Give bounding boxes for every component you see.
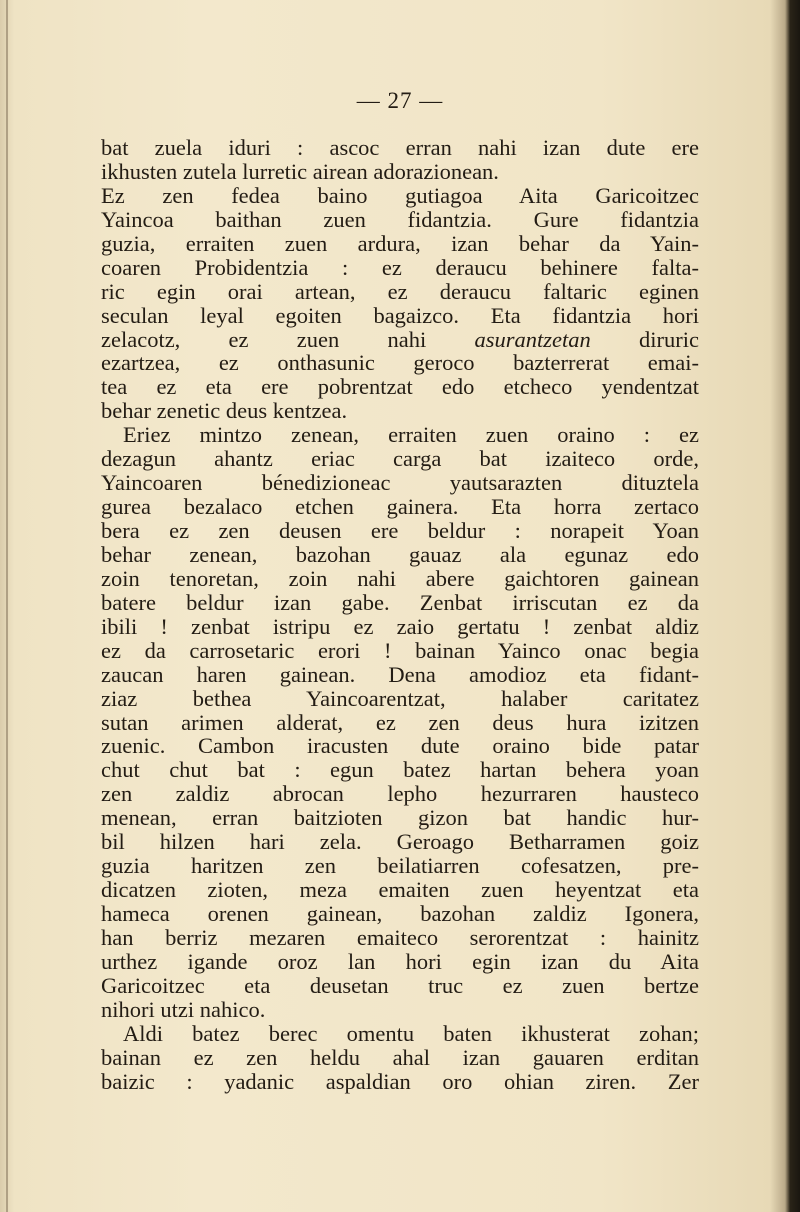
text-line: [101, 136, 699, 160]
text-line: [101, 375, 699, 399]
text-line: [101, 711, 699, 735]
text-line: [101, 495, 699, 519]
line-text: behar zenean, bazohan gauaz ala egunaz edo: [101, 541, 699, 567]
italic-text: asurantzetan: [474, 326, 591, 352]
line-text: zaucan haren gainean. Dena amodioz eta fidant-: [101, 661, 699, 687]
line-text: bainan ez zen heldu ahal izan gauaren erditan: [101, 1044, 699, 1070]
line-text: sutan arimen alderat, ez zen deus hura izitzen: [101, 709, 699, 735]
line-text: seculan leyal egoiten bagaizco. Eta fidantzia hori: [101, 302, 699, 328]
line-text: ikhusten zutela lurretic airean adorazionean.: [101, 158, 499, 184]
line-text: nihori utzi nahico.: [101, 996, 266, 1022]
text-line: [101, 471, 699, 495]
text-line: [101, 328, 699, 352]
line-text: bil hilzen hari zela. Geroago Betharramen goiz: [101, 829, 699, 855]
body-text: [101, 136, 699, 1094]
line-text: diruric: [590, 326, 699, 352]
text-line: [101, 734, 699, 758]
line-text: ric egin orai artean, ez deraucu faltaric eginen: [101, 278, 699, 304]
text-line: [101, 280, 699, 304]
text-line: [101, 758, 699, 782]
line-text: ibili ! zenbat istripu ez zaio gertatu ! zenbat aldiz: [101, 613, 699, 639]
text-line: [101, 1046, 699, 1070]
line-text: zuenic. Cambon iracusten dute oraino bide patar: [101, 733, 699, 759]
line-text: tea ez eta ere pobrentzat edo etcheco yendentzat: [101, 374, 699, 400]
line-text: Ez zen fedea baino gutiagoa Aita Garicoitzec: [101, 182, 699, 208]
line-text: zoin tenoretan, zoin nahi abere gaichtoren gainean: [101, 565, 699, 591]
text-line: [101, 232, 699, 256]
text-line: [101, 1022, 699, 1046]
text-line: [101, 806, 699, 830]
text-line: [101, 830, 699, 854]
line-text: batere beldur izan gabe. Zenbat irriscutan ez da: [101, 589, 699, 615]
line-text: Garicoitzec eta deusetan truc ez zuen bertze: [101, 972, 699, 998]
text-line: [101, 351, 699, 375]
line-text: chut chut bat : egun batez hartan behera yoan: [101, 757, 699, 783]
line-text: zelacotz, ez zuen nahi: [101, 326, 475, 352]
line-text: guzia, erraiten zuen ardura, izan behar da Yain-: [101, 230, 699, 256]
line-text: guzia haritzen zen beilatiarren cofesatzen, pre-: [101, 853, 699, 879]
line-text: baizic : yadanic aspaldian oro ohian ziren. Zer: [101, 1068, 699, 1094]
text-line: [101, 878, 699, 902]
text-line: [101, 1070, 699, 1094]
text-line: [101, 639, 699, 663]
page-edge: [6, 0, 8, 1212]
text-line: [101, 208, 699, 232]
text-line: [101, 256, 699, 280]
text-line: [101, 399, 699, 423]
line-text: coaren Probidentzia : ez deraucu behinere falta-: [101, 254, 699, 280]
line-text: ezartzea, ez onthasunic geroco bazterrerat emai-: [101, 350, 699, 376]
text-line: [101, 782, 699, 806]
text-line: [101, 304, 699, 328]
text-line: [101, 160, 699, 184]
line-text: menean, erran baitzioten gizon bat handic hur-: [101, 805, 699, 831]
text-line: [101, 519, 699, 543]
text-line: [101, 567, 699, 591]
text-line: [101, 950, 699, 974]
text-line: [101, 902, 699, 926]
line-text: ez da carrosetaric erori ! bainan Yainco onac begia: [101, 637, 699, 663]
text-line: [101, 543, 699, 567]
line-text: bera ez zen deusen ere beldur : norapeit Yoan: [101, 518, 699, 543]
text-line: [101, 854, 699, 878]
text-line: [101, 591, 699, 615]
line-text: Aldi batez berec omentu baten ikhusterat zohan;: [123, 1020, 699, 1046]
text-line: [101, 663, 699, 687]
text-line: [101, 184, 699, 208]
line-text: han berriz mezaren emaiteco serorentzat : hainitz: [101, 924, 699, 950]
text-line: [101, 615, 699, 639]
line-text: dezagun ahantz eriac carga bat izaiteco orde,: [101, 446, 699, 472]
text-line: [101, 447, 699, 471]
line-text: behar zenetic deus kentzea.: [101, 398, 348, 424]
text-line: [101, 926, 699, 950]
text-line: [101, 974, 699, 998]
line-text: zen zaldiz abrocan lepho hezurraren hausteco: [101, 781, 699, 807]
text-line: [101, 998, 699, 1022]
text-line: [101, 423, 699, 447]
page-number: — 27 —: [356, 88, 444, 113]
line-text: bat zuela iduri : ascoc erran nahi izan dute ere: [101, 135, 699, 160]
line-text: hameca orenen gainean, bazohan zaldiz Igonera,: [101, 901, 699, 926]
line-text: Yaincoaren bénedizioneac yautsarazten dituztela: [101, 470, 699, 496]
line-text: ziaz bethea Yaincoarentzat, halaber caritatez: [101, 685, 699, 711]
line-text: gurea bezalaco etchen gainera. Eta horra zertaco: [101, 494, 699, 520]
line-text: Eriez mintzo zenean, erraiten zuen oraino : ez: [123, 422, 699, 448]
line-text: dicatzen zioten, meza emaiten zuen heyentzat eta: [101, 877, 699, 903]
text-line: [101, 687, 699, 711]
line-text: Yaincoa baithan zuen fidantzia. Gure fidantzia: [101, 206, 699, 232]
line-text: urthez igande oroz lan hori egin izan du Aita: [101, 948, 699, 974]
